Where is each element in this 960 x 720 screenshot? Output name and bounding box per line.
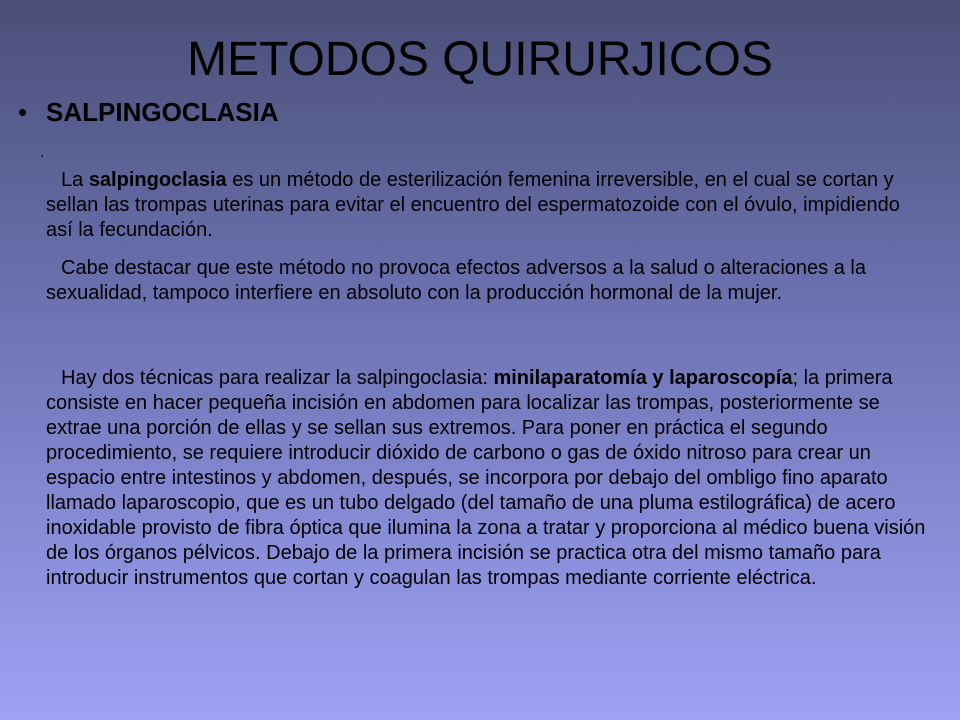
p3-intro: Hay dos técnicas para realizar la salpingoclasia:: [61, 367, 494, 389]
bullet-icon: •: [18, 97, 28, 127]
separator-dot: .: [40, 144, 45, 161]
bullet-heading: [18, 95, 279, 129]
p2-text: Cabe destacar que este método no provoca efectos adversos a la salud o alteraciones a la sexualidad, tampoco interfiere en absoluto con la producción hormonal de la mujer.: [46, 257, 866, 304]
p3-rest: ; la primera consiste en hacer pequeña incisión en abdomen para localizar las trompas, posteriormente se extrae una porción de ellas y se sellan sus extremos. Para poner en práctica el segundo procedimiento, se requiere introducir dióxido de carbono o gas de óxido nitroso para crear un espacio entre intestinos y abdomen, después, se incorpora por debajo del ombligo fino aparato llamado laparoscopio, que es un tubo delgado (del tamaño de una pluma estilográfica) de acero inoxidable provisto de fibra óptica que ilumina la zona a tratar y proporciona al médico buena visión de los órganos pélvicos. Debajo de la primera incisión se practica otra del mismo tamaño para introducir instrumentos que cortan y coagulan las trompas mediante corriente eléctrica.: [46, 367, 926, 589]
p1-bold-term: salpingoclasia: [88, 169, 227, 191]
p1-rest: es un método de esterilización femenina irreversible, en el cual se cortan y sellan las trompas uterinas para evitar el encuentro del espermatozoide con el óvulo, impidiendo así la fecundación.: [46, 169, 900, 241]
slide-title: METODOS QUIRURJICOS: [187, 33, 773, 86]
p3-bold-techniques: minilaparatomía y laparoscopía: [493, 367, 793, 389]
p1-intro: La: [61, 169, 89, 191]
paragraph-techniques: [46, 366, 926, 591]
bullet-heading-text: SALPINGOCLASIA: [46, 97, 279, 127]
paragraph-effects: [46, 256, 926, 306]
paragraph-definition: [46, 168, 926, 243]
